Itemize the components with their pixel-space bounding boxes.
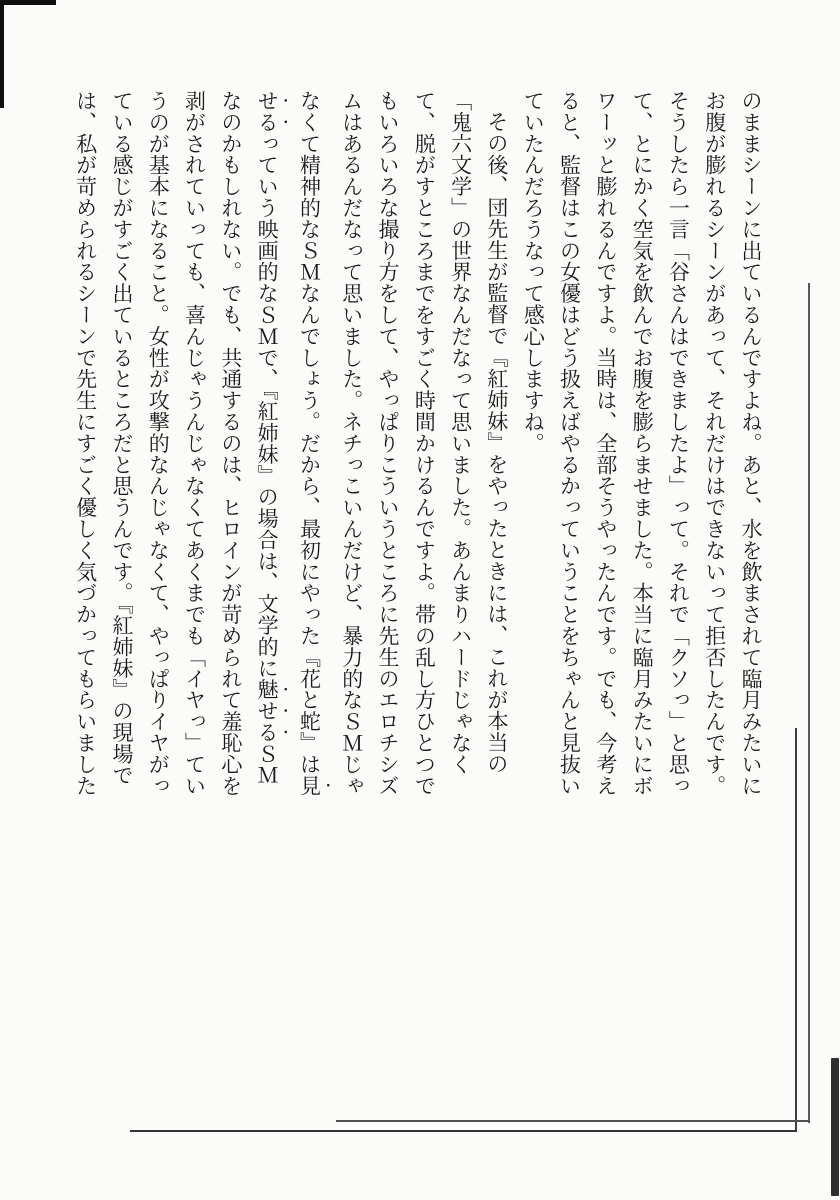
text-column	[733, 90, 769, 804]
text-column	[67, 90, 103, 804]
text-column	[213, 90, 249, 804]
text-column	[140, 90, 176, 804]
article-text	[67, 90, 769, 804]
text-column	[333, 90, 369, 804]
text-run: うのが基本になること。女性が攻撃的なんじゃなくて、やっぱりイヤがっ	[146, 90, 171, 797]
text-column	[176, 90, 212, 804]
text-run: その後、団先生が監督で『紅姉妹』をやったときには、これが本当の	[484, 111, 509, 775]
text-column	[370, 90, 406, 804]
text-column	[479, 90, 515, 804]
text-column	[515, 90, 551, 804]
page-frame-line-right-inner	[795, 728, 797, 1132]
text-run: ＳＭ	[255, 742, 280, 786]
text-column	[249, 90, 291, 804]
text-column	[406, 90, 442, 804]
text-run: 剥がされていっても、喜んじゃうんじゃなくてあくまでも「イヤっ」てい	[182, 90, 207, 797]
text-column	[442, 90, 478, 804]
text-column	[660, 90, 696, 804]
text-run: お腹が膨れるシーンがあって、それだけはできないって拒否したんです。	[702, 90, 727, 797]
emphasized-text: せる	[255, 90, 280, 133]
text-run: て、脱がすところまでをすごく時間かけるんですよ。帯の乱し方ひとつで	[412, 90, 437, 797]
text-run: そうしたら一言「谷さんはできましたよ」って。それで「クソっ」と思っ	[666, 90, 691, 797]
text-run: ている感じがすごく出ているところだと思うんです。『紅姉妹』の現場で	[109, 90, 134, 786]
scan-corner-mark-left	[0, 0, 4, 108]
text-run: ワーッと膨れるんですよ。当時は、全部そうやったんです。でも、今考え	[593, 90, 618, 797]
text-run: は、私が苛められるシーンで先生にすごく優しく気づかってもらいました	[73, 90, 98, 797]
page-frame-line-bottom-lower	[130, 1130, 797, 1132]
text-run: ると、監督はこの女優はどう扱えばやるかっていうことをちゃんと見抜い	[557, 90, 582, 797]
scan-corner-mark-top	[0, 0, 56, 5]
page-frame-line-right-outer	[808, 283, 810, 1123]
text-run: なのかもしれない。でも、共通するのは、ヒロインが苛められて羞恥心を	[218, 90, 243, 797]
text-column	[291, 90, 333, 804]
text-run: て、とにかく空気を飲んでお腹を膨らませました。本当に臨月みたいにボ	[630, 90, 655, 797]
text-run: なくて精神的なＳＭなんでしょう。だから、最初にやった『花と蛇』は	[297, 90, 322, 775]
text-run: ていたんだろうなって感心しますね。	[521, 90, 546, 454]
text-column	[104, 90, 140, 804]
text-run: もいろいろな撮り方をして、やっぱりこういうところに先生のエロチシズ	[376, 90, 401, 797]
text-run: っていう映画的なＳＭで、『紅姉妹』の場合は、文学的に	[255, 132, 280, 679]
text-column	[696, 90, 732, 804]
page-frame-line-bottom-upper	[336, 1120, 810, 1122]
page-edge-shadow	[831, 1058, 839, 1196]
text-column	[588, 90, 624, 804]
text-run: のままシーンに出ているんですよね。あと、水を飲まされて臨月みたいに	[739, 90, 763, 797]
emphasized-text: 魅せる	[255, 678, 280, 743]
text-column	[551, 90, 587, 804]
text-run: ムはあるんだなって思いました。ネチっこいんだけど、暴力的なＳＭじゃ	[339, 90, 364, 797]
text-run: 「鬼六文学」の世界なんだなって思いました。あんまりハードじゃなく	[448, 90, 473, 775]
text-column	[624, 90, 660, 804]
emphasized-text: 見	[297, 774, 322, 797]
